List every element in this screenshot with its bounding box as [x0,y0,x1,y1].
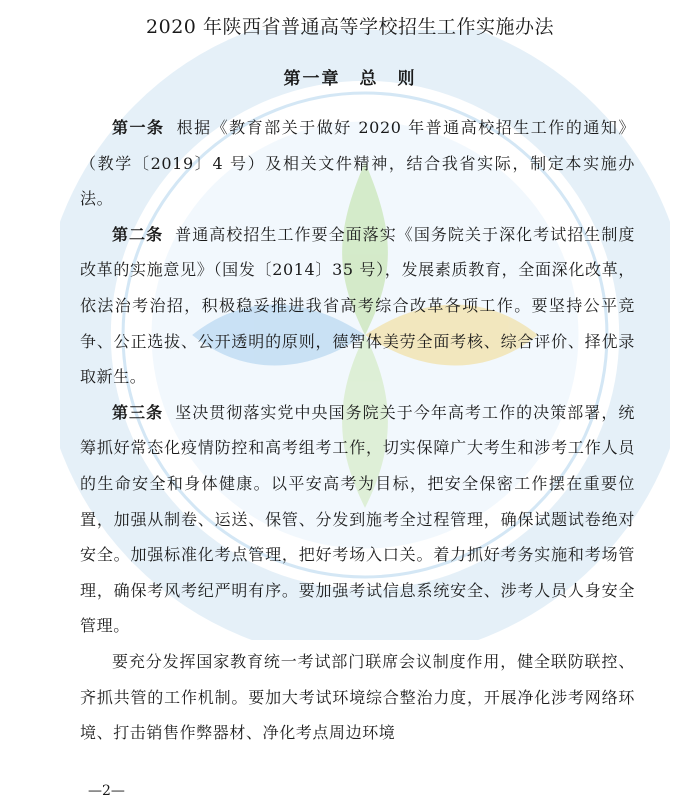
article-label: 第一条 [112,118,165,137]
article-3 [80,395,635,644]
article-text: 坚决贯彻落实党中央国务院关于今年高考工作的决策部署，统筹抓好常态化疫情防控和高考组考工作，切实保障广大考生和涉考工作人员的生命安全和身体健康。以平安高考为目标，把安全保密工作摆在重要位置，加强从制卷、运送、保管、分发到施考全过程管理，确保试题试卷绝对安全。加强标准化考点管理，把好考场入口关。着力抓好考务实施和考场管理，确保考风考纪严明有序。要加强考试信息系统安全、涉考人员人身安全管理。 [80,402,635,636]
article-label: 第三条 [112,402,164,422]
page-number: —2— [88,783,125,799]
article-1 [80,110,635,217]
article-label: 第二条 [112,224,164,244]
paragraph-continued [80,644,635,751]
article-text: 根据《教育部关于做好 2020 年普通高校招生工作的通知》（教学〔2019〕4 号）及相关文件精神，结合我省实际，制定本实施办法。 [80,118,635,209]
document-title: 2020 年陕西省普通高等学校招生工作实施办法 [146,16,554,38]
chapter-heading: 第一章 总 则 [283,69,417,89]
paragraph-text: 要充分发挥国家教育统一考试部门联席会议制度作用，健全联防联控、齐抓共管的工作机制。要加大考试环境综合整治力度，开展净化涉考网络环境、打击销售作弊器材、净化考点周边环境 [80,651,635,743]
document-body [80,110,635,751]
article-2 [80,217,635,395]
article-text: 普通高校招生工作要全面落实《国务院关于深化考试招生制度改革的实施意见》（国发〔2014〕35 号），发展素质教育，全面深化改革，依法治考治招，积极稳妥推进我省高考综合改革各项工作。要坚持公平竞争、公正选拔、公开透明的原则，德智体美劳全面考核、综合评价、择优录取新生。 [80,224,635,387]
